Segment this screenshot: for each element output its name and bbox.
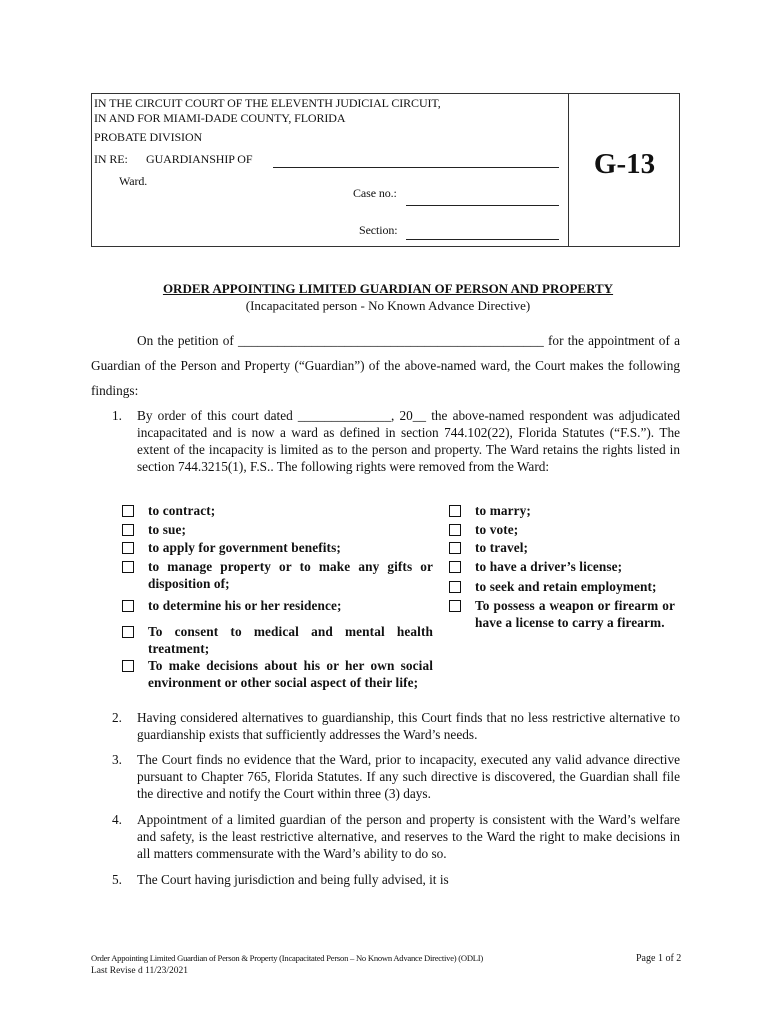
case-no-line[interactable]: [406, 205, 559, 206]
right-label: to travel;: [475, 540, 529, 555]
finding-text: The Court having jurisdiction and being fully advised, it is: [137, 872, 449, 887]
checkbox-employment[interactable]: [449, 581, 461, 593]
checkbox-sue[interactable]: [122, 524, 134, 536]
finding-number: 2.: [112, 710, 122, 725]
finding-text: The Court finds no evidence that the Ward, prior to incapacity, executed any valid advance directive pursuant to Chapter 765, Florida Statutes. If any such directive is discovered, the Guardian shall file the directive and notify the Court within three (3) days.: [137, 752, 680, 801]
checkbox-medical-consent[interactable]: [122, 626, 134, 638]
right-label: to manage property or to make any gifts or disposition of;: [148, 559, 433, 591]
checkbox-manage-property[interactable]: [122, 561, 134, 573]
checkbox-firearm[interactable]: [449, 600, 461, 612]
checkbox-vote[interactable]: [449, 524, 461, 536]
ward-name-line[interactable]: [273, 167, 559, 168]
section-label: Section:: [359, 223, 398, 237]
section-line[interactable]: [406, 239, 559, 240]
finding-text: Appointment of a limited guardian of the person and property is consistent with the Ward’s welfare and safety, is the least restrictive alternative, and reserves to the Ward the right to make decisions in all matters commensurate with the Ward’s ability to do so.: [137, 812, 680, 861]
right-label: to seek and retain employment;: [475, 579, 657, 594]
footer-page-number: Page 1 of 2: [636, 953, 682, 964]
in-re-label: IN RE:: [94, 152, 128, 166]
right-label: to sue;: [148, 522, 187, 537]
finding-number: 1.: [112, 408, 122, 423]
court-line-1: IN THE CIRCUIT COURT OF THE ELEVENTH JUDICIAL CIRCUIT,: [94, 96, 441, 110]
caption-box: [91, 93, 680, 247]
finding-number: 4.: [112, 812, 122, 827]
division-label: PROBATE DIVISION: [94, 130, 203, 144]
right-label: To make decisions about his or her own social environment or other social aspect of their life;: [148, 658, 433, 690]
form-number: G-13: [593, 148, 656, 180]
ward-label: Ward.: [119, 174, 148, 188]
finding-number: 5.: [112, 872, 122, 887]
right-label: to have a driver’s license;: [475, 559, 623, 574]
right-label: to vote;: [475, 522, 519, 537]
case-no-label: Case no.:: [353, 186, 397, 200]
checkbox-social-environment[interactable]: [122, 660, 134, 672]
document-title: ORDER APPOINTING LIMITED GUARDIAN OF PERSON AND PROPERTY: [162, 281, 614, 296]
checkbox-government-benefits[interactable]: [122, 542, 134, 554]
right-label: To consent to medical and mental health treatment;: [148, 624, 433, 656]
checkbox-marry[interactable]: [449, 505, 461, 517]
intro-paragraph: On the petition of ______________________________________________ for the appointment of a Guardian of the Person and Property (“Guardian”) of the above-named ward, the Court makes the following findings:: [91, 333, 680, 398]
court-line-2: IN AND FOR MIAMI-DADE COUNTY, FLORIDA: [94, 111, 346, 125]
finding-text: By order of this court dated ______________, 20__ the above-named respondent was adjudicated incapacitated and is now a ward as defined in section 744.102(22), Florida Statutes (“F.S.”). The extent of the incapacity is limited as to the person and property. The Ward retains the rights listed in section 744.3215(1), F.S.. The following rights were removed from the Ward:: [137, 408, 680, 474]
checkbox-residence[interactable]: [122, 600, 134, 612]
checkbox-drivers-license[interactable]: [449, 561, 461, 573]
right-label: to apply for government benefits;: [148, 540, 341, 555]
right-label: to contract;: [148, 503, 216, 518]
footer-form-title: Order Appointing Limited Guardian of Person & Property (Incapacitated Person – No Known Advance Directive) (ODLI): [91, 953, 484, 963]
finding-number: 3.: [112, 752, 122, 767]
finding-text: Having considered alternatives to guardianship, this Court finds that no less restrictive alternative to guardianship exists that sufficiently addresses the Ward’s needs.: [137, 710, 680, 742]
right-label: to determine his or her residence;: [148, 598, 342, 613]
document-subtitle: (Incapacitated person - No Known Advance Directive): [245, 298, 531, 313]
checkbox-contract[interactable]: [122, 505, 134, 517]
right-label: to marry;: [475, 503, 531, 518]
checkbox-travel[interactable]: [449, 542, 461, 554]
right-label: To possess a weapon or firearm or have a license to carry a firearm.: [475, 598, 675, 630]
footer-revised-date: Last Revise d 11/23/2021: [91, 966, 189, 976]
guardianship-of-label: GUARDIANSHIP OF: [146, 152, 253, 166]
